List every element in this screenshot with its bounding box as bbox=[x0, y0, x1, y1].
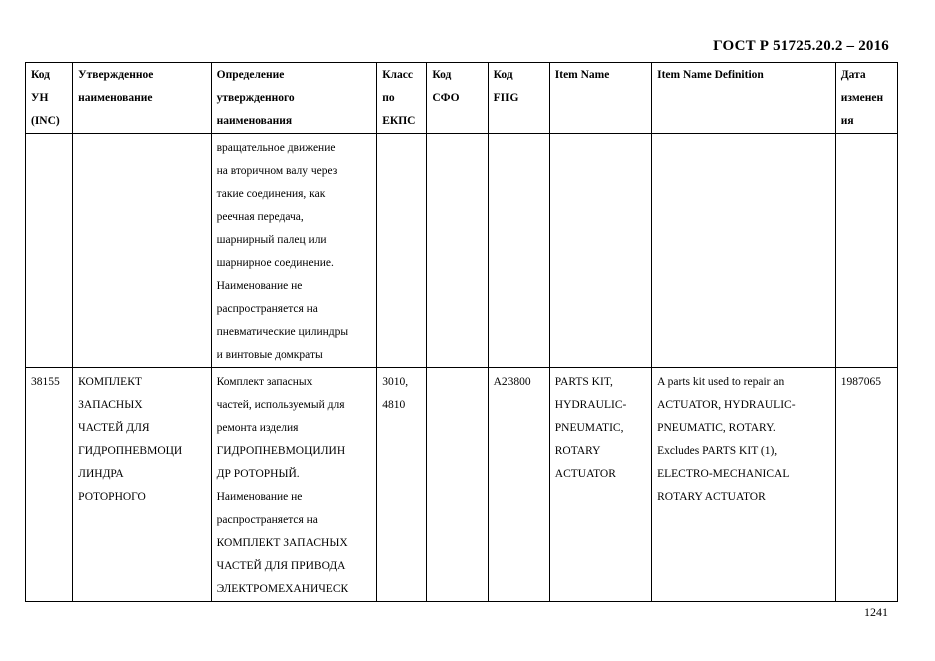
cell-line: УН bbox=[31, 92, 49, 104]
header-fiig bbox=[488, 63, 549, 134]
cell-line: Утвержденное bbox=[78, 69, 154, 81]
cell-line: Item Name Definition bbox=[657, 69, 764, 81]
cell-line: ремонта изделия bbox=[216, 422, 299, 434]
cell-approved-name bbox=[73, 134, 211, 368]
cell-line: 4810 bbox=[382, 399, 406, 411]
cell-line: A parts kit used to repair an bbox=[657, 376, 785, 388]
cell-inc bbox=[26, 134, 73, 368]
cell-line: по bbox=[382, 92, 395, 104]
cell-item-name-definition bbox=[652, 368, 836, 602]
cell-line: наименование bbox=[78, 92, 153, 104]
cell-line: и винтовые домкраты bbox=[216, 349, 323, 361]
cell-item-name bbox=[549, 134, 651, 368]
cell-line: Код bbox=[493, 69, 513, 81]
header-class bbox=[377, 63, 427, 134]
cell-definition bbox=[211, 368, 377, 602]
cell-fiig bbox=[488, 368, 549, 602]
cell-line: шарнирное соединение. bbox=[216, 257, 334, 269]
cell-sfo bbox=[427, 134, 488, 368]
cell-line: КОМПЛЕКТ ЗАПАСНЫХ bbox=[216, 537, 348, 549]
cell-line: ROTARY ACTUATOR bbox=[657, 491, 766, 503]
cell-line: Код bbox=[31, 69, 51, 81]
cell-class bbox=[377, 368, 427, 602]
cell-line: A23800 bbox=[493, 376, 531, 388]
cell-fiig bbox=[488, 134, 549, 368]
cell-line: ROTARY bbox=[554, 445, 601, 457]
cell-line: ЕКПС bbox=[382, 115, 416, 127]
cell-line: Item Name bbox=[554, 69, 610, 81]
cell-line: ЧАСТЕЙ ДЛЯ ПРИВОДА bbox=[216, 560, 346, 572]
cell-line: пневматические цилиндры bbox=[216, 326, 349, 338]
cell-line: ELECTRO-MECHANICAL bbox=[657, 468, 790, 480]
header-approved-name bbox=[73, 63, 211, 134]
header-inc bbox=[26, 63, 73, 134]
cell-line: Excludes PARTS KIT (1), bbox=[657, 445, 778, 457]
cell-inc bbox=[26, 368, 73, 602]
cell-line: ГИДРОПНЕВМОЦИ bbox=[78, 445, 183, 457]
cell-line: Определение bbox=[216, 69, 285, 81]
cell-line: ЧАСТЕЙ ДЛЯ bbox=[78, 422, 150, 434]
cell-line: ия bbox=[840, 115, 854, 127]
table-header-row bbox=[26, 63, 898, 134]
cell-date bbox=[835, 368, 897, 602]
cell-line: (INC) bbox=[31, 115, 60, 127]
table-row bbox=[26, 134, 898, 368]
cell-date bbox=[835, 134, 897, 368]
cell-line: FIIG bbox=[493, 92, 519, 104]
table-row bbox=[26, 368, 898, 602]
cell-item-name-definition bbox=[652, 134, 836, 368]
cell-line: распространяется на bbox=[216, 514, 318, 526]
cell-line: утвержденного bbox=[216, 92, 295, 104]
cell-line: PNEUMATIC, ROTARY. bbox=[657, 422, 776, 434]
cell-item-name bbox=[549, 368, 651, 602]
cell-line: ДР РОТОРНЫЙ. bbox=[216, 468, 300, 480]
cell-line: СФО bbox=[432, 92, 460, 104]
cell-definition bbox=[211, 134, 377, 368]
cell-line: HYDRAULIC- bbox=[554, 399, 627, 411]
cell-line: ACTUATOR bbox=[554, 468, 616, 480]
cell-line: PARTS KIT, bbox=[554, 376, 613, 388]
page-number: 1241 bbox=[864, 605, 888, 619]
cell-line: Код bbox=[432, 69, 452, 81]
cell-line: Наименование не bbox=[216, 280, 303, 292]
cell-line: реечная передача, bbox=[216, 211, 304, 223]
cell-line: 38155 bbox=[31, 376, 60, 388]
cell-line: PNEUMATIC, bbox=[554, 422, 624, 434]
header-item-name-definition bbox=[652, 63, 836, 134]
cell-line: Класс bbox=[382, 69, 413, 81]
header-date bbox=[835, 63, 897, 134]
cell-line: 1987065 bbox=[840, 376, 881, 388]
cell-line: 3010, bbox=[382, 376, 409, 388]
cell-line: шарнирный палец или bbox=[216, 234, 327, 246]
cell-line: распространяется на bbox=[216, 303, 318, 315]
cell-line: ЭЛЕКТРОМЕХАНИЧЕСК bbox=[216, 583, 349, 595]
header-sfo bbox=[427, 63, 488, 134]
header-definition bbox=[211, 63, 377, 134]
cell-line: такие соединения, как bbox=[216, 188, 326, 200]
cell-line: РОТОРНОГО bbox=[78, 491, 146, 503]
cell-class bbox=[377, 134, 427, 368]
cell-line: Наименование не bbox=[216, 491, 303, 503]
cell-sfo bbox=[427, 368, 488, 602]
data-table bbox=[25, 62, 898, 602]
cell-line: вращательное движение bbox=[216, 142, 336, 154]
cell-line: изменен bbox=[840, 92, 884, 104]
cell-line: Дата bbox=[840, 69, 866, 81]
cell-line: ГИДРОПНЕВМОЦИЛИН bbox=[216, 445, 346, 457]
cell-line: наименования bbox=[216, 115, 293, 127]
cell-line: ЛИНДРА bbox=[78, 468, 124, 480]
cell-line: ACTUATOR, HYDRAULIC- bbox=[657, 399, 796, 411]
cell-line: на вторичном валу через bbox=[216, 165, 338, 177]
cell-line: Комплект запасных bbox=[216, 376, 313, 388]
cell-line: частей, используемый для bbox=[216, 399, 345, 411]
cell-approved-name bbox=[73, 368, 211, 602]
cell-line: ЗАПАСНЫХ bbox=[78, 399, 143, 411]
document-title: ГОСТ Р 51725.20.2 – 2016 bbox=[713, 38, 889, 54]
header-item-name bbox=[549, 63, 651, 134]
cell-line: КОМПЛЕКТ bbox=[78, 376, 142, 388]
